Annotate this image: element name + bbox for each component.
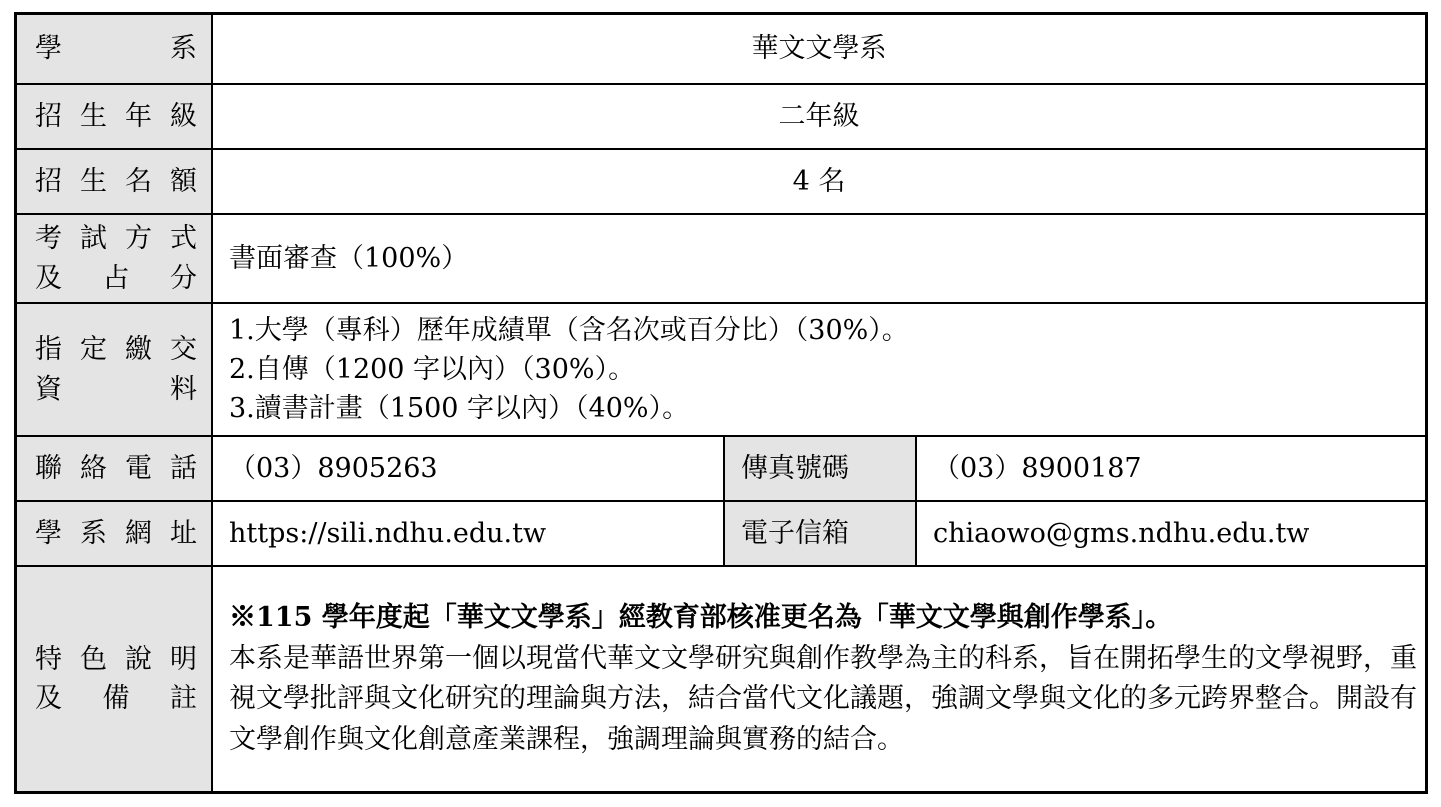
label-char: 系: [80, 517, 107, 549]
label-char: 及: [35, 683, 62, 714]
label-char: 特: [35, 643, 62, 675]
label-text: [35, 97, 197, 136]
label-char: 址: [170, 517, 197, 549]
admission-table: [14, 12, 1428, 794]
label-text-line1: [35, 219, 197, 258]
label-char: 信: [795, 517, 822, 549]
label-website: [17, 501, 212, 566]
label-char: 說: [125, 643, 152, 675]
value-email-link[interactable]: chiaowo@gms.ndhu.edu.tw: [916, 501, 1425, 566]
label-text-line1: [35, 330, 197, 369]
label-char: 色: [80, 643, 107, 675]
label-char: 考: [35, 223, 62, 255]
value-grade: 二年級: [212, 84, 1425, 149]
rename-notice: ※115 學年度起「華文文學系」經教育部核准更名為「華文文學與創作學系」。: [229, 602, 1173, 633]
document-item-3: 3.讀書計畫（1500 字以內）（40%）。: [229, 393, 690, 425]
label-grade: [17, 84, 212, 149]
label-char: 生: [80, 100, 107, 132]
document-item-1: 1.大學（專科）歷年成績單（含名次或百分比）（30%）。: [229, 314, 909, 346]
label-char: 試: [80, 223, 107, 255]
value-quota: 4 名: [212, 149, 1425, 214]
label-char: 聯: [35, 452, 62, 484]
label-required-documents: [17, 303, 212, 436]
label-char: 及: [35, 262, 62, 294]
label-char: 資: [35, 373, 62, 405]
value-website-link[interactable]: https://sili.ndhu.edu.tw: [212, 501, 724, 566]
label-char: 交: [170, 334, 197, 366]
value-exam-method: 書面審查（100%）: [212, 214, 1425, 303]
label-char: 明: [170, 643, 197, 675]
row-quota: [17, 149, 1425, 214]
row-exam-method: [17, 214, 1425, 303]
label-char: 料: [170, 373, 197, 405]
label-char: 年: [125, 100, 152, 132]
row-web: [17, 501, 1425, 566]
value-department: 華文文學系: [212, 15, 1425, 84]
label-text: [741, 514, 901, 553]
value-fax: （03）8900187: [916, 436, 1425, 501]
label-exam-method: [17, 214, 212, 303]
label-char: 定: [80, 334, 107, 366]
label-char: 級: [170, 100, 197, 132]
label-char: 系: [170, 33, 197, 65]
label-char: 註: [170, 683, 197, 714]
label-text: [35, 514, 197, 553]
label-fax: [724, 436, 916, 501]
label-char: 備: [102, 683, 130, 714]
label-phone: [17, 436, 212, 501]
row-department: [17, 15, 1425, 84]
label-char: 箱: [822, 517, 849, 549]
label-text: [741, 449, 901, 488]
value-notes: [212, 566, 1425, 791]
label-char: 絡: [80, 452, 107, 484]
label-char: 傳: [741, 452, 768, 484]
label-char: 招: [35, 100, 62, 132]
label-char: 電: [125, 452, 152, 484]
value-phone: （03）8905263: [212, 436, 724, 501]
label-char: 學: [35, 33, 62, 65]
row-required-documents: [17, 303, 1425, 436]
label-char: 指: [35, 334, 62, 366]
document-item-2: 2.自傳（1200 字以內）（30%）。: [229, 353, 636, 385]
label-char: 網: [125, 517, 152, 549]
label-notes: [17, 566, 212, 791]
row-notes: [17, 566, 1425, 791]
label-char: 碼: [822, 452, 849, 484]
label-char: 生: [80, 165, 107, 197]
label-char: 額: [170, 165, 197, 197]
row-grade: [17, 84, 1425, 149]
label-text-line2: [35, 679, 197, 718]
label-char: 話: [170, 452, 197, 484]
label-char: 子: [768, 517, 795, 549]
label-text: [35, 449, 197, 488]
label-text-line1: [35, 640, 197, 679]
label-char: 學: [35, 517, 62, 549]
label-char: 占: [102, 262, 130, 294]
label-department: [17, 15, 212, 84]
label-char: 招: [35, 165, 62, 197]
label-text-line2: [35, 259, 197, 298]
row-contact: [17, 436, 1425, 501]
label-text: [35, 29, 197, 68]
label-char: 方: [125, 223, 152, 255]
label-quota: [17, 149, 212, 214]
label-char: 式: [170, 223, 197, 255]
label-char: 分: [170, 262, 197, 294]
label-text: [35, 162, 197, 201]
label-char: 電: [741, 517, 768, 549]
label-char: 名: [125, 165, 152, 197]
label-char: 號: [795, 452, 822, 484]
label-text-line2: [35, 370, 197, 409]
label-char: 真: [768, 452, 795, 484]
label-char: 繳: [125, 334, 152, 366]
department-description: 本系是華語世界第一個以現當代華文文學研究與創作教學為主的科系，旨在開拓學生的文學視野，重視文學批評與文化研究的理論與方法，結合當代文化議題，強調文學與文化的多元跨界整合。開設有文學創作與文化創意產業課程，強調理論與實務的結合。: [229, 642, 1417, 755]
value-required-documents: [212, 303, 1425, 436]
label-email: [724, 501, 916, 566]
